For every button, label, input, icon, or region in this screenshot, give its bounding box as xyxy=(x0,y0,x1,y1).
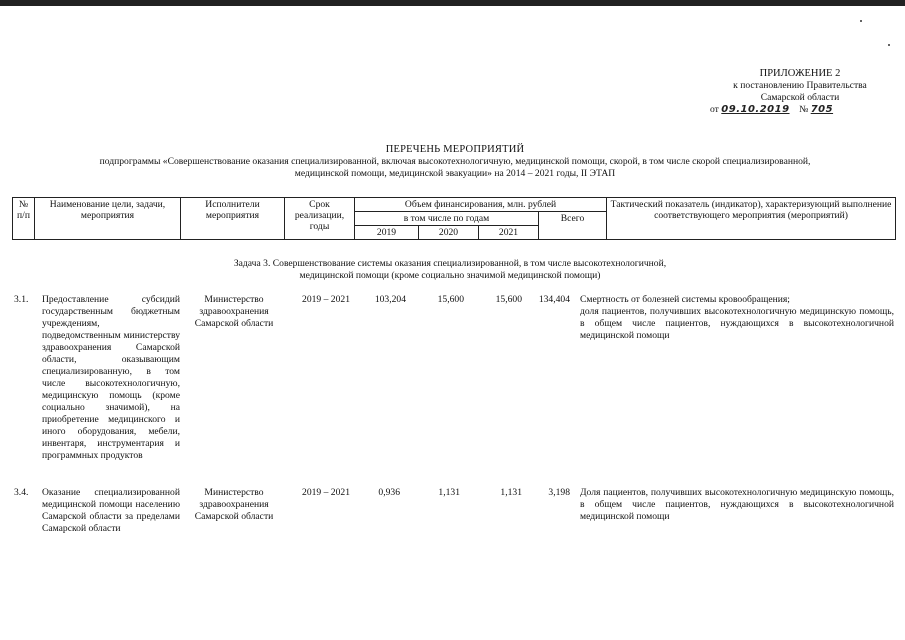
row-value-2019: 103,204 xyxy=(374,294,406,305)
row-executor: Министерство здравоохранения Самарской области xyxy=(194,294,274,329)
appendix-line: Самарской области xyxy=(760,92,840,103)
row-name: Предоставление субсидий государственным бюджетным учреждениям, подведомственным министерству здравоохранения Самарской области, оказывающим специализированную, в том числе высокотехнологичную, медицинскую помощь (кроме социально значимой), на приобретение медицинского и иного оборудования, мебели, инвентаря, инструментария и программных продуктов xyxy=(42,294,180,461)
task-line: Задача 3. Совершенствование системы оказания специализированной, в том числе высокотехнологичной, xyxy=(233,258,667,269)
indicator-line: доля пациентов, получивших высокотехнологичную медицинскую помощь, в общем числе пациентов, нуждающихся в высокотехнологичной медицинской помощи xyxy=(580,306,894,341)
page-subtitle: подпрограммы «Совершенствование оказания специализированной, включая высокотехнологичную, медицинской помощи, скорой, в том числе скорой специализированной, xyxy=(99,156,811,167)
scan-speck xyxy=(888,44,890,46)
header-col-indicator: Тактический показатель (индикатор), характеризующий выполнение соответствующего мероприятия (мероприятий) xyxy=(607,198,896,240)
appendix-block xyxy=(700,68,900,116)
header-col-num: № п/п xyxy=(13,198,35,240)
header-col-name: Наименование цели, задачи, мероприятия xyxy=(35,198,181,240)
row-value-2021: 15,600 xyxy=(495,294,522,305)
scan-speck xyxy=(860,20,862,22)
scan-top-edge xyxy=(0,0,905,6)
row-indicator xyxy=(580,294,894,342)
row-indicator xyxy=(580,487,894,523)
header-year-2019: 2019 xyxy=(355,226,419,240)
header-col-finance: Объем финансирования, млн. рублей xyxy=(355,198,607,212)
appendix-title: ПРИЛОЖЕНИЕ 2 xyxy=(759,68,841,79)
header-col-period: Срок реализации, годы xyxy=(285,198,355,240)
row-value-2020: 15,600 xyxy=(437,294,464,305)
row-total: 3,198 xyxy=(548,487,570,498)
appendix-signature-line xyxy=(700,104,900,116)
handwritten-date: 09.10.2019 xyxy=(721,104,790,115)
row-value-2021: 1,131 xyxy=(500,487,522,498)
handwritten-number: 705 xyxy=(810,104,834,115)
row-number: 3.4. xyxy=(14,487,29,498)
table-header xyxy=(12,197,896,240)
document-heading xyxy=(30,144,880,180)
page-title: ПЕРЕЧЕНЬ МЕРОПРИЯТИЙ xyxy=(385,144,525,155)
row-total: 134,404 xyxy=(538,294,570,305)
appendix-line: к постановлению Правительства xyxy=(733,80,867,91)
row-executor: Министерство здравоохранения Самарской области xyxy=(194,487,274,522)
header-col-by-years: в том числе по годам xyxy=(355,212,539,226)
header-col-total: Всего xyxy=(539,212,607,240)
header-year-2021: 2021 xyxy=(479,226,539,240)
task-line: медицинской помощи (кроме социально значимой медицинской помощи) xyxy=(299,270,601,281)
row-period: 2019 – 2021 xyxy=(302,487,350,498)
header-col-exec: Исполнители мероприятия xyxy=(181,198,285,240)
row-period: 2019 – 2021 xyxy=(302,294,350,305)
task-heading xyxy=(150,258,750,282)
indicator-line: Смертность от болезней системы кровообращения; xyxy=(580,294,790,305)
number-label: № xyxy=(799,104,809,115)
indicator-line: Доля пациентов, получивших высокотехнологичную медицинскую помощь, в общем числе пациентов, нуждающихся в высокотехнологичной медицинской помощи xyxy=(580,487,894,522)
page-subtitle: медицинской помощи, медицинской эвакуации» на 2014 – 2021 годы, II ЭТАП xyxy=(294,168,616,179)
row-number: 3.1. xyxy=(14,294,29,305)
row-value-2020: 1,131 xyxy=(438,487,460,498)
from-label: от xyxy=(710,104,719,115)
row-name: Оказание специализированной медицинской помощи населению Самарской области за пределами Самарской области xyxy=(42,487,180,534)
header-year-2020: 2020 xyxy=(419,226,479,240)
row-value-2019: 0,936 xyxy=(378,487,400,498)
